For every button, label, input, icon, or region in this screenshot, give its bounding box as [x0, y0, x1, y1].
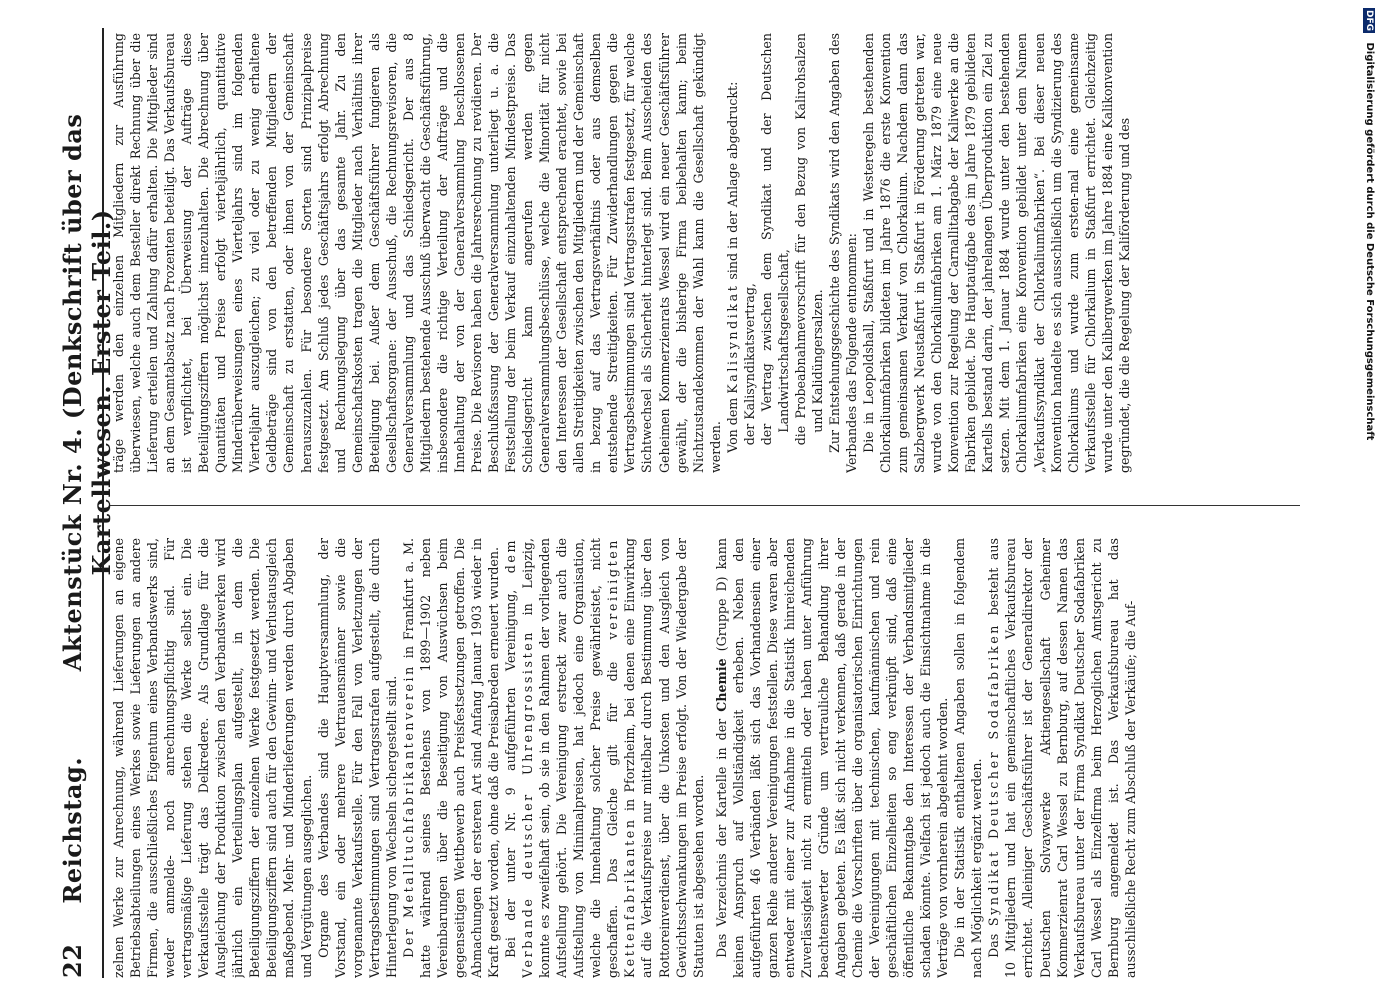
- column-rule: [110, 505, 1300, 506]
- running-head: [58, 28, 116, 978]
- emphasis: dem Verbande deutscher Uhrengrossisten: [503, 538, 536, 978]
- paragraph-text: sind in der Anlage abgedruckt:: [724, 81, 740, 280]
- paragraph: [985, 538, 1138, 978]
- dfg-logo: DFG: [1364, 10, 1374, 32]
- column-left: [110, 538, 1300, 978]
- list: [741, 33, 826, 473]
- emphasis: vereinigten Kettenfabrikanten: [605, 538, 638, 978]
- paragraph-text: in Frankfurt a. M. hatte während seines Bestehens von 1899—1902 neben Vereinbarungen über die Beseitigung von Auswüchsen beim gegenseitigen Wettbewerb auch Preisfestsetzungen getroffen. Die Abmachungen der ersteren Art sind Anfang Januar 1903 wieder in Kraft gesetzt worden, ohne daß die Preisabreden erneuert wurden.: [400, 538, 502, 978]
- paragraph-text: besteht aus 10 Mitgliedern und hat ein gemeinschaftliches Verkaufsbureau errichtet. Alleiniger Geschäftsführer ist der Generaldirektor der Deutschen Solvaywerke Aktiengesellschaft Geheimer Kommerzienrat Carl Wessel zu Bernburg, auf dessen Namen das Verkaufsbureau unter der Firma Syndikat Deutscher Sodafabriken Carl Wessel als Einzelfirma beim Herzoglichen Amtsgericht zu Bernburg angemeldet ist. Das Verkaufsbureau hat das ausschließliche Recht zum Abschluß der Verkäufe; die Auf-: [986, 538, 1138, 978]
- header-rule: [102, 28, 104, 978]
- emphasis: Der Metalltuchfabrikantenverein: [400, 664, 416, 958]
- paragraph: Die in Leopoldshall, Staßfurt und in Westeregeln bestehenden Chlorkaliumfabriken bildeten im Jahre 1876 die erste Konvention zum gemeinsamen Verkauf von Chlorkalium. Nachdem dann das Salzbergwerk Neustaßfurt in Staßfurt in Förderung getreten war, wurde von den Chlorkaliumfabriken am 1. März 1879 eine neue Konvention zur Regelung der Carnallitabgabe der Kaliwerke an die Fabriken gebildet. Die Hauptaufgabe des im Jahre 1879 gebildeten Kartells bestand darin, der jahrelangen Überproduktion ein Ziel zu setzen. Mit dem 1. Januar 1884 wurde unter den bestehenden Chlorkaliumfabriken eine Konvention gebildet unter dem Namen „Verkaufssyndikat der Chlorkaliumfabriken“. Bei dieser neuen Konvention handelte es sich ausschließlich um die Syndizierung des Chlorkaliums und wurde zum ersten-mal eine gemeinsame Verkaufsstelle für Chlorkalium in Staßfurt errichtet. Gleichzeitig wurde unter den Kalibergwerken im Jahre 1884 eine Kalikonvention gegründet, die die Regelung der Kaliförderung und des: [861, 33, 1132, 473]
- document-sheet: [40, 28, 1300, 978]
- header-left: Reichstag.: [58, 756, 87, 904]
- list-item: die Probeabnahmevorschrift für den Bezug von Kalirohsalzen und Kalidüngersalzen.: [792, 33, 825, 446]
- paragraph: Zur Entstehungsgeschichte des Syndikats wird den Angaben des Verbandes das Folgende entnommen:: [826, 33, 860, 473]
- list-item: der Kalisyndikatsvertrag,: [741, 283, 757, 446]
- paragraph: [724, 33, 741, 473]
- column-right: [110, 33, 1300, 473]
- paragraph: Organe des Verbandes sind die Hauptversammlung, der Vorstand, ein oder mehrere Vertrauensmänner sowie die vorgenannte Verkaufsstelle. Für den Fall von Verletzungen der Vertragsbestimmungen sind Vertragsstrafen aufgestellt, die durch Hinterlegung von Wechseln sichergestellt sind.: [315, 538, 399, 978]
- paragraph: [713, 538, 952, 978]
- paragraph-text: Das Verzeichnis der Kartelle in der: [713, 718, 729, 958]
- page-number: 22: [58, 943, 87, 978]
- paragraph: Die in der Statistik enthaltenen Angaben sollen in folgendem nach Möglichkeit ergänzt werden.: [952, 538, 985, 978]
- paragraph-text: in Leipzig, konnte es zweifelhaft sein, ob sie in den Rahmen der vorliegenden Aufstellung gehört. Die Vereinigung erstreckt zwar auch die Aufstellung von Minimalpreisen, hat jedoch eine Organisation, welche die Innehaltung solcher Preise gewährleistet, nicht geschaffen. Das Gleiche gilt für die: [520, 538, 621, 978]
- paragraph: [502, 538, 707, 978]
- emphasis: Chemie: [713, 658, 729, 712]
- paragraph-text: Bei der unter Nr. 9 aufgeführten Vereinigung,: [503, 589, 519, 958]
- emphasis: Syndikat Deutscher Sodafabriken: [986, 623, 1002, 927]
- paragraph: träge werden den einzelnen Mitgliedern zur Ausführung überwiesen, welche auch dem Besteller direkt Rechnung über die Lieferung erteilen und Zahlung dafür erhalten. Die Mitglieder sind an dem Gesamtabsatz nach Prozenten beteiligt. Das Verkaufsbureau ist verpflichtet, bei Überweisung der Aufträge diese Beteiligungsziffern möglichst innezuhalten. Die Abrechnung über Quantitäten und Preise erfolgt vierteljährlich, quantitative Minderüberweisungen eines Vierteljahrs sind im folgenden Vierteljahr auszugleichen; zu viel oder zu wenig erhaltene Geldbeträge sind von den betreffenden Mitgliedern der Gemeinschaft zu erstatten, oder ihnen von der Gemeinschaft herauszuzahlen. Für besondere Sorten sind Prinzipalpreise festgesetzt. Am Schluß jedes Geschäftsjahrs erfolgt Abrechnung und Rechnungslegung über das gesamte Jahr. Zu den Gemeinschaftskosten tragen die Mitglieder nach Verhältnis ihrer Beteiligung bei. Außer dem Geschäftsführer fungieren als Gesellschaftsorgane: der Ausschuß, die Rechnungsrevisoren, die Generalversammlung und das Schiedsgericht. Der aus 8 Mitgliedern bestehende Ausschuß überwacht die Geschäftsführung, insbesondere die richtige Verteilung der Aufträge und die Innehaltung der von der Generalversammlung beschlossenen Preise. Die Revisoren haben die Jahresrechnung zu revidieren. Der Beschlußfassung der Generalversammlung unterliegt u. a. die Feststellung der beim Verkauf einzuhaltenden Mindestpreise. Das Schiedsgericht kann angerufen werden gegen Generalversammlungsbeschlüsse, welche die Minorität für nicht den Interessen der Gesellschaft entsprechend erachtet, sowie bei allen Streitigkeiten zwischen den Mitgliedern und der Gemeinschaft in bezug auf das Vertragsverhältnis oder aus demselben entstehende Streitigkeiten. Für Zuwiderhandlungen gegen die Vertragsbestimmungen sind Vertragsstrafen festgesetzt, für welche Sichtwechsel als Sicherheit hinterlegt sind. Beim Ausscheiden des Geheimen Kommerzienrats Wessel wird ein neuer Geschäftsführer gewählt, der die bisherige Firma beibehalten kann; beim Nichtzustandekommen der Wahl kann die Gesellschaft gekündigt werden.: [111, 33, 723, 473]
- digitization-text: Digitalisierung gefördert durch die Deutsche Forschungsgemeinschaft: [1364, 42, 1375, 441]
- paragraph: [400, 538, 502, 978]
- list-item: der Vertrag zwischen dem Syndikat und der Deutschen Landwirtschaftsgesellschaft,: [758, 33, 791, 446]
- paragraph-text: Von dem: [724, 397, 740, 453]
- paragraph-text: Das: [986, 933, 1002, 958]
- paragraph-text: (Gruppe D) kann keinen Anspruch auf Vollständigkeit erheben. Neben den aufgeführten 46 Verbänden läßt sich das Vorhandensein einer ganzen Reihe anderer Vereinigungen feststellen. Diese waren aber entweder mit einer zur Aufnahme in die Statistik hinreichenden Zuverlässigkeit nicht zu ermitteln oder haben unter Anführung beachtenswerter Gründe um vertrauliche Behandlung ihrer Angaben gebeten. Es läßt sich nicht verkennen, daß gerade in der Chemie die Vorschriften über die organisatorischen Einrichtungen der Vereinigungen mit technischen, kaufmännischen und rein geschäftlichen Einzelheiten so eng verknüpft sind, daß eine öffentliche Bekanntgabe den Interessen der Verbandsmitglieder schaden könnte. Vielfach ist jedoch auch die Einsichtnahme in die Verträge von vornherein abgelehnt worden.: [713, 538, 951, 978]
- emphasis: Kalisyndikat: [724, 283, 740, 394]
- paragraph: zelnen Werke zur Anrechnung, während Lieferungen an eigene Betriebsabteilungen eines Werkes sowie Lieferungen an andere Firmen, die ausschließliches Eigentum eines Verbandswerks sind, weder anmelde- noch anrechnungspflichtig sind. Für vertragsmäßige Lieferung stehen die Werke selbst ein. Die Verkaufsstelle trägt das Delkredere. Als Grundlage für die Ausgleichung der Produktion zwischen den Verbandswerken wird jährlich ein Verteilungsplan aufgestellt, in dem die Beteiligungsziffern der einzelnen Werke festgesetzt werden. Die Beteiligungsziffern sind auch für den Gewinn- und Verlustausgleich maßgebend. Mehr- und Minderlieferungen werden durch Abgaben und Vergütungen ausgeglichen.: [111, 538, 314, 978]
- digitization-note: [1355, 8, 1375, 992]
- paragraph-text: in Pforzheim, bei denen eine Einwirkung auf die Verkaufspreise nur mittelbar durch Bestimmung über den Rottoreinverdienst, über die Unkosten und den Ausgleich von Gewichtsschwankungen im Preise erfolgt. Von der Wiedergabe der Statuten ist abgesehen worden.: [622, 538, 706, 978]
- header-title: Aktenstück Nr. 4. (Denkschrift über das Kartellwesen. Erster Teil.): [58, 113, 116, 672]
